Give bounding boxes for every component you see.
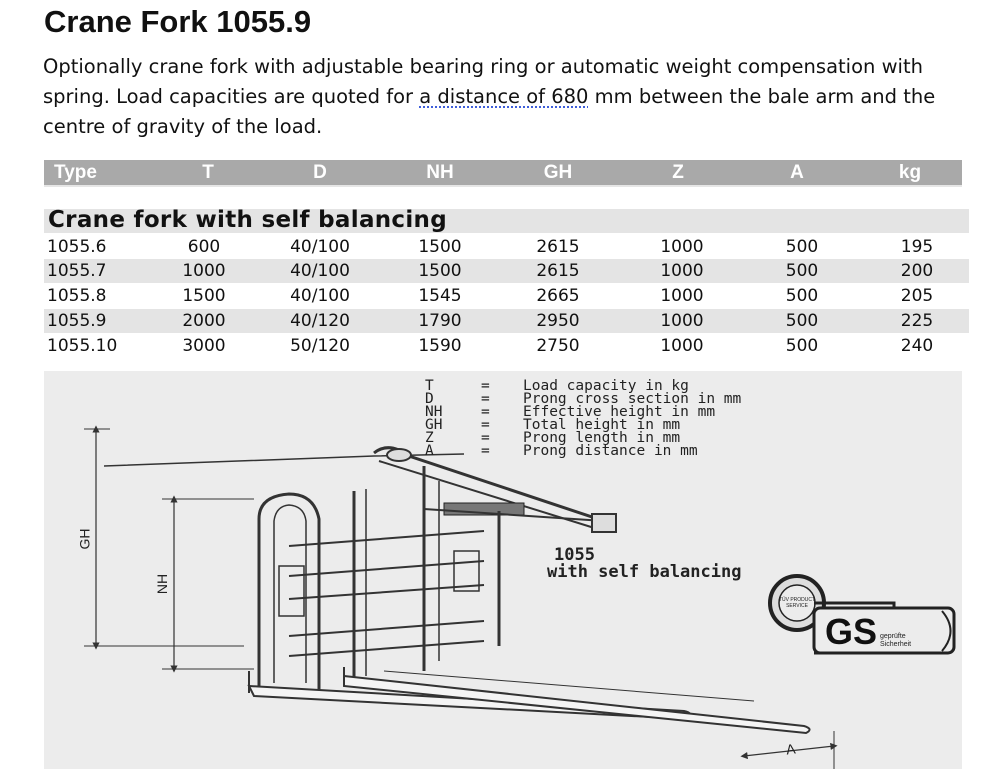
cell-z: 1000 [660,336,704,356]
cell-gh: 2615 [536,261,580,281]
cell-a: 500 [785,261,819,281]
table-row [44,284,969,308]
intro-text-2: mm between the bale arm and the centre of gravity of the load. [43,85,936,138]
caption-description: with self balancing [547,562,742,582]
cell-t: 2000 [182,311,226,331]
cell-d: 50/120 [290,336,350,356]
cell-nh: 1500 [418,237,462,257]
legend [425,380,741,458]
header-t: T [202,162,214,183]
cell-a: 500 [785,336,819,356]
drawing-caption [547,547,741,581]
table-row [44,309,969,333]
cell-d: 40/100 [290,237,350,257]
cell-t: 1000 [182,261,226,281]
legend-row: D = Prong cross section in mm [425,391,742,407]
table-row [44,334,969,358]
cell-type: 1055.8 [47,286,107,306]
caption-model: 1055 [554,545,595,565]
cell-type: 1055.7 [47,261,107,281]
gs-text: GS [825,611,878,652]
gs-ring-text: TÜV PRODUCT SERVICE [778,597,816,609]
cell-gh: 2615 [536,237,580,257]
cell-d: 40/120 [290,311,350,331]
cell-kg: 200 [900,261,934,281]
cell-z: 1000 [660,261,704,281]
header-type: Type [54,162,97,183]
gh-dimension-label: GH [76,528,93,550]
header-nh: NH [426,162,454,183]
cell-a: 500 [785,311,819,331]
cell-type: 1055.9 [47,311,107,331]
cell-kg: 240 [900,336,934,356]
intro-text-1: Optionally crane fork with adjustable bearing ring or automatic weight compensation with spring. Load capacities are quoted for [43,55,923,108]
page-title: Crane Fork 1055.9 [44,4,312,39]
cell-nh: 1590 [418,336,462,356]
cell-gh: 2665 [536,286,580,306]
legend-row: NH = Effective height in mm [425,404,716,420]
cell-kg: 225 [900,311,934,331]
a-dimension-label: A [784,740,797,758]
legend-row: Z = Prong length in mm [425,430,681,446]
cell-type: 1055.6 [47,237,107,257]
cell-a: 500 [785,286,819,306]
cell-nh: 1500 [418,261,462,281]
header-d: D [313,162,327,183]
cell-z: 1000 [660,237,704,257]
cell-z: 1000 [660,286,704,306]
cell-type: 1055.10 [47,336,118,356]
table-row [44,259,969,283]
cell-t: 3000 [182,336,226,356]
legend-row: GH = Total height in mm [425,417,681,433]
cell-d: 40/100 [290,286,350,306]
table-row [44,235,969,259]
intro-underlined-text: a distance of 680 [419,85,589,108]
cell-nh: 1545 [418,286,462,306]
header-a: A [790,162,804,183]
section-title: Crane fork with self balancing [48,207,447,233]
cell-kg: 195 [900,237,934,257]
cell-nh: 1790 [418,311,462,331]
cell-t: 1500 [182,286,226,306]
header-z: Z [672,162,684,183]
legend-row: T = Load capacity in kg [425,378,689,394]
intro-paragraph [43,52,973,142]
nh-dimension-label: NH [154,573,171,595]
cell-gh: 2750 [536,336,580,356]
cell-kg: 205 [900,286,934,306]
table-header [44,160,962,187]
cell-a: 500 [785,237,819,257]
cell-gh: 2950 [536,311,580,331]
section-title-bar [44,209,969,233]
cell-z: 1000 [660,311,704,331]
header-kg: kg [898,162,922,183]
cell-t: 600 [187,237,221,257]
gs-subtext: geprüfte Sicherheit [880,633,912,648]
header-gh: GH [543,162,573,183]
cell-d: 40/100 [290,261,350,281]
legend-row: A = Prong distance in mm [425,443,698,459]
